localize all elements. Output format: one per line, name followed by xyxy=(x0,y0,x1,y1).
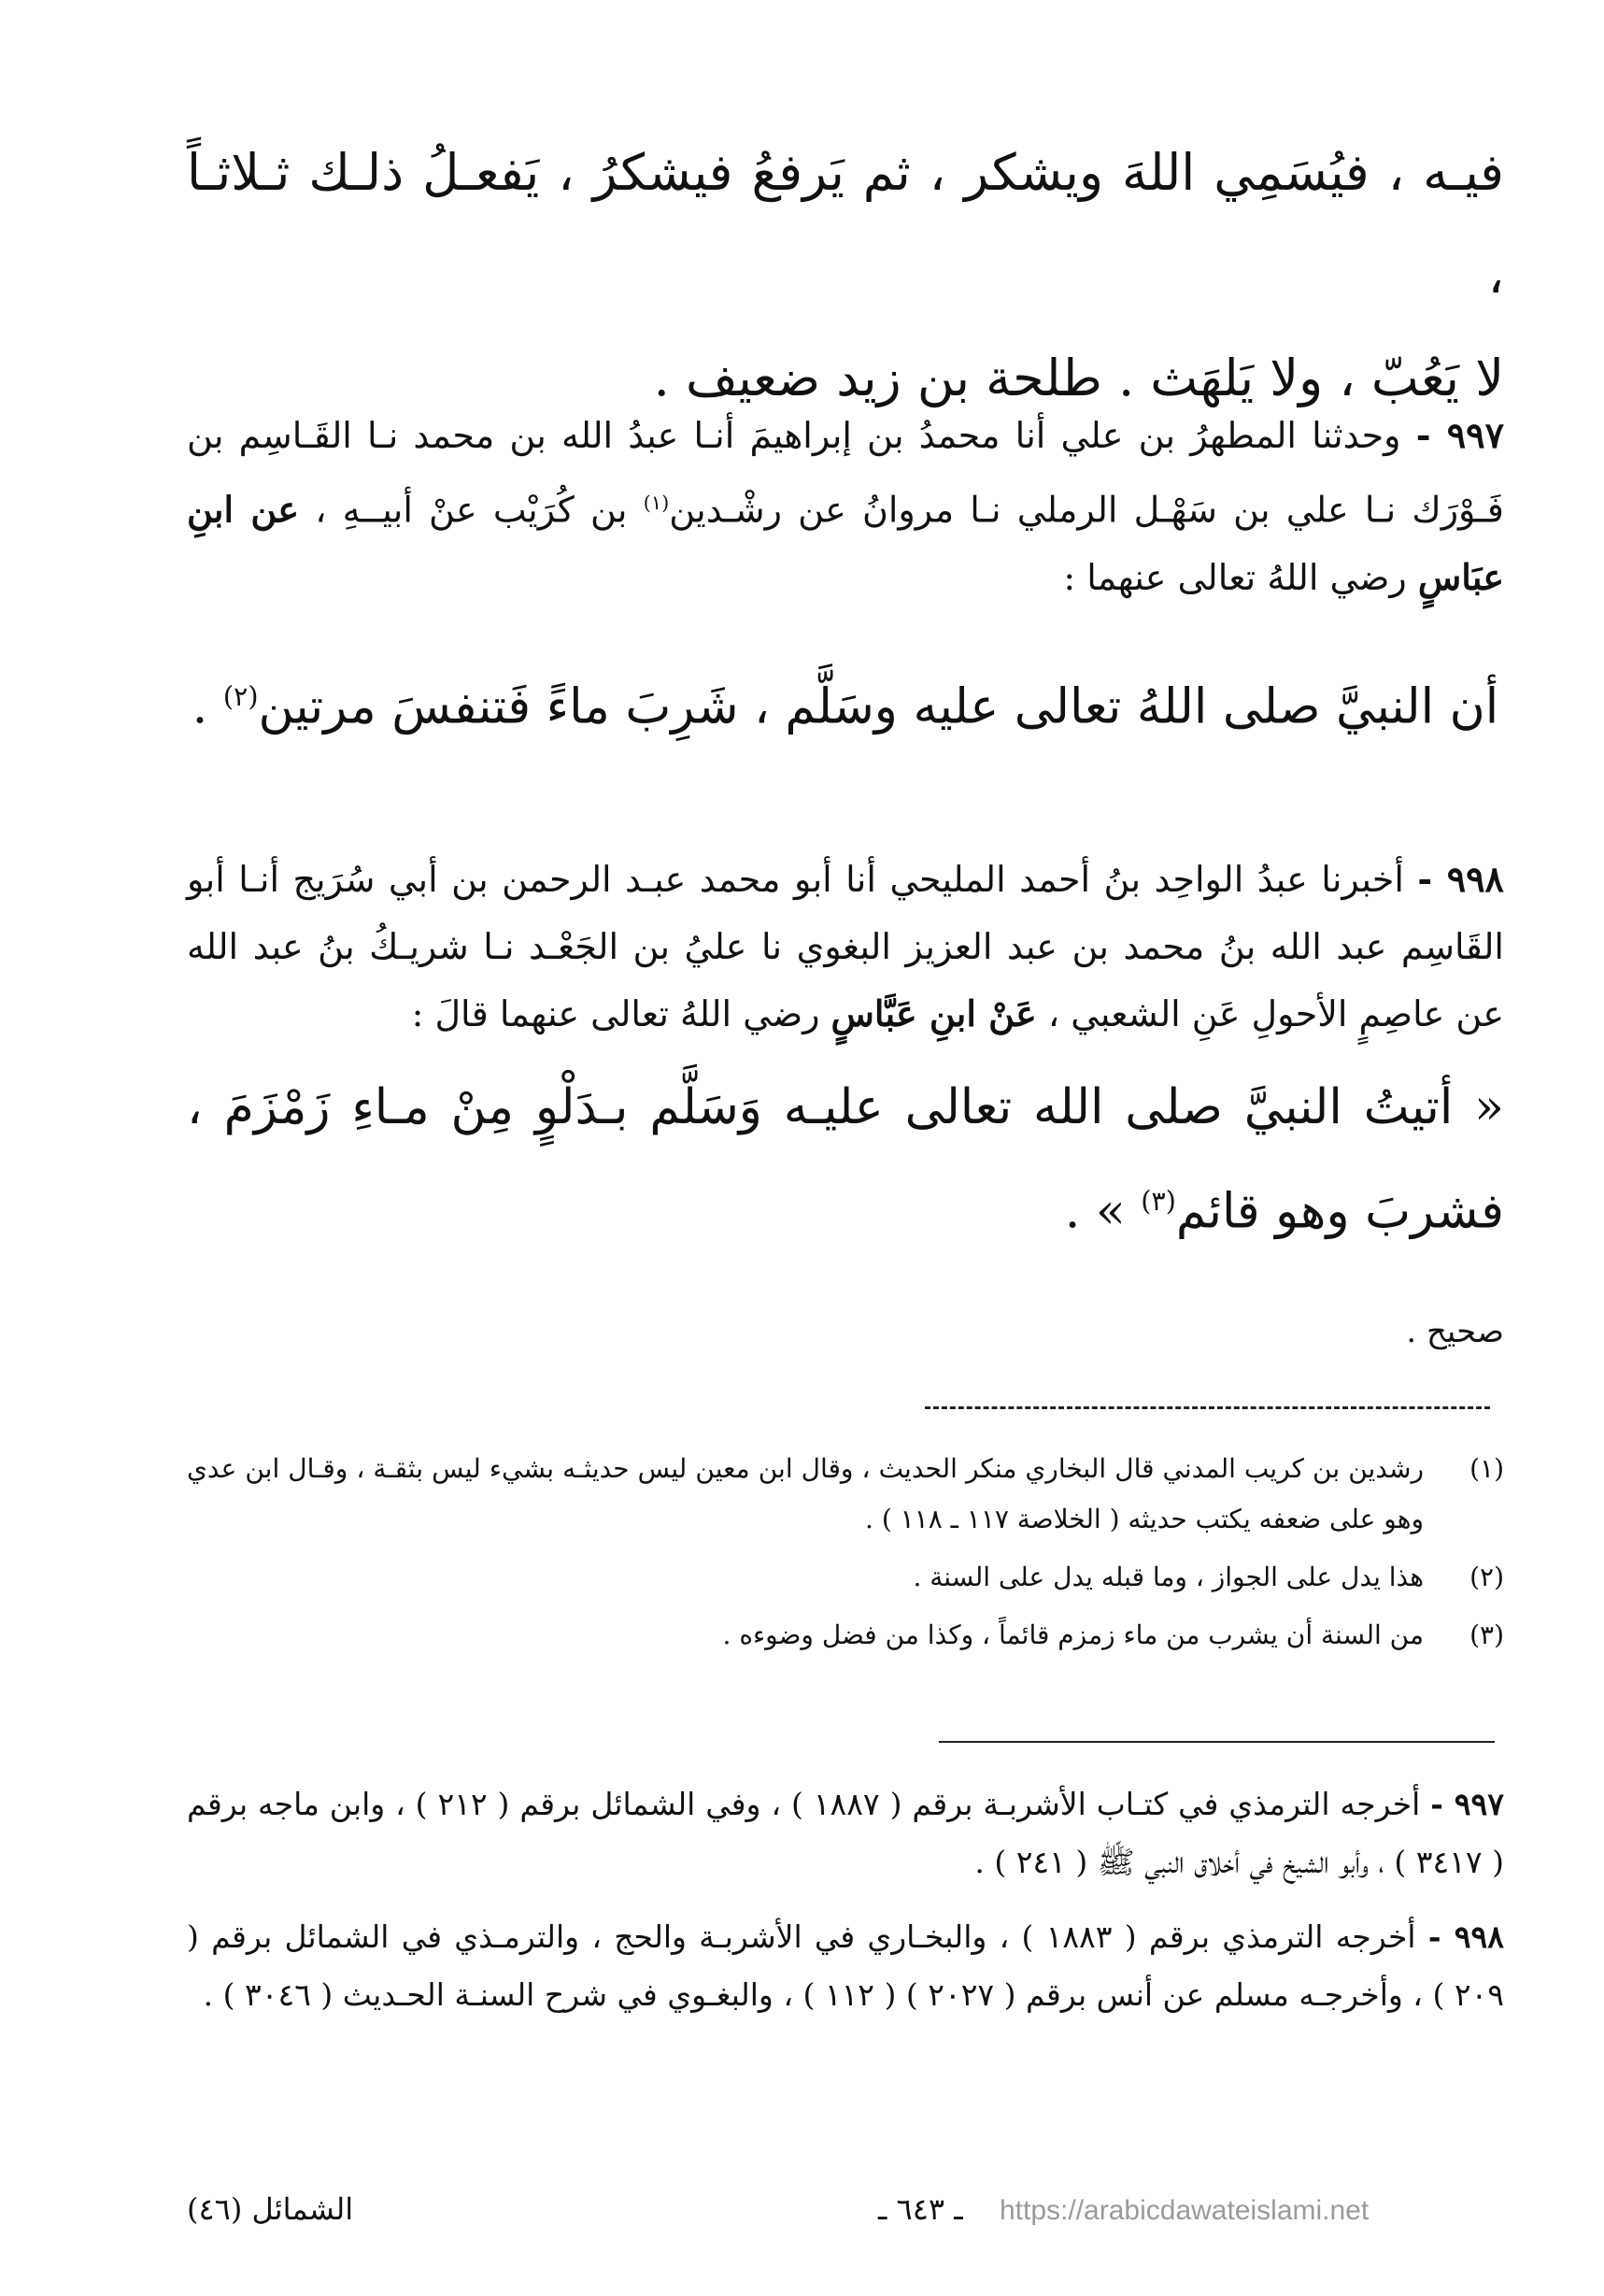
takhrij-number: ٩٩٧ - xyxy=(1430,1786,1504,1822)
matn-end: » . xyxy=(1064,1183,1126,1240)
isnad-text: بن كُرَيْب عنْ أبيــهِ ، xyxy=(315,489,628,531)
page-number: ـ ٦٤٣ ـ xyxy=(878,2191,963,2227)
matn-end: . xyxy=(192,678,208,735)
footnote xyxy=(187,1552,1504,1603)
isnad-text: أخبرنا عبدُ الواحِد بنُ أحمد المليحي أنا أبو محمد عبـد الرحمن بن أبي سُرَيج أنـا أبو القَاسِم عبد الله بنُ محمد بن عبد العزيز البغوي نا عليُ بن الجَعْـد نـا شريـكُ بنُ عبد الله عن عاصِمٍ الأحولِ عَنِ الشعبي ، xyxy=(187,859,1504,1034)
footnote xyxy=(187,1444,1504,1545)
grade-text: صحيح . xyxy=(1406,1313,1504,1350)
takhrij-number: ٩٩٨ - xyxy=(1427,1918,1504,1955)
isnad-text: رضي اللهُ تعالى عنهما قالَ : xyxy=(411,993,820,1034)
matn-text: أن النبيَّ صلى اللهُ تعالى عليه وسَلَّم ، شَرِبَ ماءً فَتنفسَ مرتين xyxy=(258,678,1499,735)
text-line: لا يَعُبّ ، ولا يَلهَث . طلحة بن زيد ضعيف . xyxy=(653,349,1504,407)
hadith-997-matn xyxy=(187,654,1504,749)
companion-name: عَنْ ابنِ عَبَّاسٍ xyxy=(830,992,1037,1034)
footnotes xyxy=(187,1444,1504,1668)
footnote-text: رشدين بن كريب المدني قال البخاري منكر الحديث ، وقال ابن معين ليس حديثـه بشيء ليس بثقـة ، وقـال ابن عدي وهو على ضعفه يكتب حديثه ( الخلاصة ١١٧ ـ ١١٨ ) . xyxy=(187,1453,1424,1534)
footnote-ref: (٢) xyxy=(222,680,259,712)
footnote-mark: (٢) xyxy=(1469,1562,1504,1592)
footnote-text: من السنة أن يشرب من ماء زمزم قائماً ، وكذا من فضل وضوءه . xyxy=(722,1619,1424,1650)
footnote-mark: (٣) xyxy=(1469,1619,1504,1650)
hadith-998-matn xyxy=(187,1061,1504,1258)
book-label: الشمائل (٤٦) xyxy=(187,2191,354,2227)
footnote-ref: (١) xyxy=(643,492,670,514)
hadith-number: ٩٩٨ - xyxy=(1417,858,1504,900)
footnote-divider xyxy=(925,1406,1490,1409)
takhrij-entry xyxy=(187,1775,1504,1891)
takhrij-divider xyxy=(939,1741,1495,1743)
footnote-text: هذا يدل على الجواز ، وما قبله يدل على السنة . xyxy=(913,1562,1424,1592)
footnote xyxy=(187,1610,1504,1661)
footnote-ref: (٣) xyxy=(1141,1185,1176,1217)
isnad-text: وحدثنا المطهرُ بن علي أنا محمدُ بن إبراهيمَ أنـا عبدُ الله بن محمد نـا القَـاسِم بن فَـوْرَك نـا علي بن سَهْـل الرملي نـا مروانُ عن رشْـدين xyxy=(187,415,1504,531)
page-footer xyxy=(187,2191,1504,2247)
takhrij-entry xyxy=(187,1908,1504,2024)
watermark-link[interactable]: https://arabicdawateislami.net xyxy=(1000,2195,1370,2226)
text-line: فيـه ، فيُسَمِي اللهَ ويشكر ، ثم يَرفعُ فيشكرُ ، يَفعـلُ ذلـك ثـلاثـاً ، xyxy=(187,143,1504,305)
hadith-number: ٩٩٧ - xyxy=(1415,414,1504,456)
takhrij-section xyxy=(187,1775,1504,2041)
matn-text: « أتيتُ النبيَّ صلى الله تعالى عليـه وَسَلَّم بـدَلْوٍ مِنْ مـاءِ زَمْزَمَ ، فشربَ وهو قائم xyxy=(187,1079,1504,1240)
hadith-998-isnad xyxy=(187,846,1504,1048)
isnad-text: رضي اللهُ تعالى عنهما : xyxy=(1063,556,1407,598)
takhrij-text: أخرجه الترمذي في كتـاب الأشربـة برقم ( ١٨٨٧ ) ، وفي الشمائل برقم ( ٢١٢ ) ، وابن ماجه برقم ( ٣٤١٧ ) ، وأبو الشيخ في أخلاق النبي ﷺ ( ٢٤١ ) . xyxy=(187,1786,1504,1880)
takhrij-text: أخرجه الترمذي برقم ( ١٨٨٣ ) ، والبخـاري في الأشربـة والحج ، والترمـذي في الشمائل برقم ( ٢٠٩ ) ، وأخرجـه مسلم عن أنس برقم ( ٢٠٢٧ ) ( ١١٢ ) ، والبغـوي في شرح السنـة الحـديث ( ٣٠٤٦ ) . xyxy=(187,1918,1504,2013)
hadith-997-isnad xyxy=(187,402,1504,611)
footnote-mark: (١) xyxy=(1469,1453,1504,1484)
continuation-text xyxy=(187,121,1504,430)
hadith-grade xyxy=(187,1304,1504,1360)
companion-name: عن ابنِ عبَاسٍ xyxy=(187,488,1504,598)
